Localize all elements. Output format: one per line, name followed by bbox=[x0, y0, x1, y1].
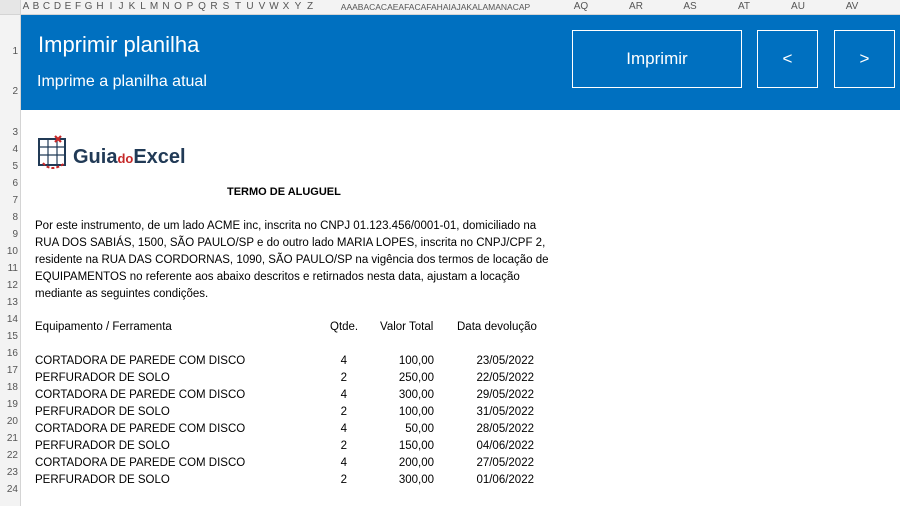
value-cell: 100,00 bbox=[398, 355, 434, 367]
column-header[interactable]: AV bbox=[845, 1, 859, 12]
column-header[interactable]: Y bbox=[294, 1, 302, 12]
value-cell: 200,00 bbox=[398, 457, 434, 469]
column-header[interactable]: E bbox=[64, 1, 72, 12]
column-header-bar bbox=[0, 0, 900, 15]
row-header[interactable]: 24 bbox=[6, 484, 18, 495]
row-header-bar bbox=[0, 15, 21, 506]
print-button[interactable]: Imprimir bbox=[572, 30, 742, 88]
row-header[interactable]: 7 bbox=[12, 195, 18, 206]
logo-part-do: do bbox=[117, 151, 134, 166]
paragraph-line: mediante as seguintes condições. bbox=[35, 288, 209, 300]
row-header[interactable]: 19 bbox=[6, 399, 18, 410]
column-header[interactable]: J bbox=[118, 1, 124, 12]
row-header[interactable]: 11 bbox=[7, 263, 18, 274]
quantity-cell: 4 bbox=[340, 457, 347, 469]
column-header[interactable]: U bbox=[246, 1, 254, 12]
row-header[interactable]: 12 bbox=[6, 280, 18, 291]
column-header[interactable]: H bbox=[96, 1, 104, 12]
header-banner bbox=[21, 15, 900, 110]
equipment-cell: PERFURADOR DE SOLO bbox=[35, 406, 170, 418]
date-cell: 31/05/2022 bbox=[476, 406, 534, 418]
header-return-date: Data devolução bbox=[457, 321, 537, 333]
quantity-cell: 2 bbox=[340, 440, 347, 452]
column-header[interactable]: F bbox=[74, 1, 82, 12]
quantity-cell: 2 bbox=[340, 474, 347, 486]
date-cell: 22/05/2022 bbox=[476, 372, 534, 384]
row-header[interactable]: 5 bbox=[12, 161, 18, 172]
row-header[interactable]: 8 bbox=[12, 212, 18, 223]
value-cell: 150,00 bbox=[398, 440, 434, 452]
row-header[interactable]: 1 bbox=[12, 46, 18, 57]
equipment-cell: CORTADORA DE PAREDE COM DISCO bbox=[35, 389, 246, 401]
row-header[interactable]: 10 bbox=[6, 246, 18, 257]
equipment-cell: CORTADORA DE PAREDE COM DISCO bbox=[35, 423, 246, 435]
row-header[interactable]: 23 bbox=[6, 467, 18, 478]
value-cell: 300,00 bbox=[398, 389, 434, 401]
paragraph-line: Por este instrumento, de um lado ACME inc, inscrita no CNPJ 01.123.456/0001-01, domiciliado na bbox=[35, 220, 537, 232]
date-cell: 28/05/2022 bbox=[476, 423, 534, 435]
column-header[interactable]: P bbox=[186, 1, 194, 12]
column-header[interactable]: W bbox=[269, 1, 279, 12]
column-header[interactable]: G bbox=[84, 1, 93, 12]
row-header[interactable]: 20 bbox=[6, 416, 18, 427]
date-cell: 29/05/2022 bbox=[476, 389, 534, 401]
spreadsheet-logo-icon bbox=[37, 133, 73, 173]
paragraph-line: residente na RUA DAS CORDORNAS, 1090, SÃO PAULO/SP na vigência dos termos de locação de bbox=[35, 254, 549, 266]
equipment-cell: CORTADORA DE PAREDE COM DISCO bbox=[35, 355, 246, 367]
value-cell: 100,00 bbox=[398, 406, 434, 418]
column-header[interactable]: S bbox=[222, 1, 230, 12]
column-header[interactable]: V bbox=[258, 1, 266, 12]
guia-do-excel-logo bbox=[37, 133, 217, 173]
row-header[interactable]: 3 bbox=[12, 127, 18, 138]
value-cell: 50,00 bbox=[405, 423, 434, 435]
logo-part-guia: Guia bbox=[73, 146, 118, 168]
column-header[interactable]: X bbox=[282, 1, 290, 12]
paragraph-line: EQUIPAMENTOS no referente aos abaixo descritos e retirnados nesta data, ajustam a locação bbox=[35, 271, 520, 283]
column-header[interactable]: T bbox=[234, 1, 242, 12]
previous-button[interactable]: < bbox=[757, 30, 818, 88]
quantity-cell: 4 bbox=[340, 389, 347, 401]
quantity-cell: 4 bbox=[340, 355, 347, 367]
equipment-cell: PERFURADOR DE SOLO bbox=[35, 372, 170, 384]
banner-subtitle: Imprime a planilha atual bbox=[37, 73, 207, 90]
row-header[interactable]: 16 bbox=[6, 348, 18, 359]
row-header[interactable]: 4 bbox=[12, 144, 18, 155]
logo-wordmark bbox=[73, 146, 186, 169]
equipment-cell: CORTADORA DE PAREDE COM DISCO bbox=[35, 457, 246, 469]
date-cell: 23/05/2022 bbox=[476, 355, 534, 367]
select-all-corner[interactable] bbox=[0, 0, 21, 14]
column-header[interactable]: N bbox=[162, 1, 170, 12]
date-cell: 27/05/2022 bbox=[476, 457, 534, 469]
quantity-cell: 4 bbox=[340, 423, 347, 435]
column-header[interactable]: I bbox=[109, 1, 113, 12]
column-header[interactable]: K bbox=[128, 1, 136, 12]
column-header[interactable]: AU bbox=[791, 1, 805, 12]
column-header[interactable]: Q bbox=[198, 1, 206, 12]
equipment-cell: PERFURADOR DE SOLO bbox=[35, 440, 170, 452]
column-header[interactable]: D bbox=[53, 1, 62, 12]
row-header[interactable]: 15 bbox=[6, 331, 18, 342]
column-header[interactable]: O bbox=[174, 1, 182, 12]
row-header[interactable]: 22 bbox=[6, 450, 18, 461]
header-quantity: Qtde. bbox=[330, 321, 359, 333]
value-cell: 250,00 bbox=[398, 372, 434, 384]
row-header[interactable]: 9 bbox=[12, 229, 18, 240]
column-header[interactable]: AS bbox=[683, 1, 697, 12]
row-header[interactable]: 21 bbox=[6, 433, 18, 444]
column-header[interactable]: AT bbox=[737, 1, 751, 12]
column-header[interactable]: R bbox=[210, 1, 218, 12]
row-header[interactable]: 18 bbox=[6, 382, 18, 393]
column-header[interactable]: Z bbox=[306, 1, 314, 12]
column-header[interactable]: AQ bbox=[573, 1, 589, 12]
quantity-cell: 2 bbox=[340, 372, 347, 384]
column-header[interactable]: AR bbox=[629, 1, 643, 12]
quantity-cell: 2 bbox=[340, 406, 347, 418]
column-header[interactable]: B bbox=[32, 1, 40, 12]
row-header[interactable]: 13 bbox=[6, 297, 18, 308]
date-cell: 04/06/2022 bbox=[476, 440, 534, 452]
next-button[interactable]: > bbox=[834, 30, 895, 88]
header-total-value: Valor Total bbox=[380, 321, 434, 333]
value-cell: 300,00 bbox=[398, 474, 434, 486]
document-title: TERMO DE ALUGUEL bbox=[227, 186, 341, 198]
row-header[interactable]: 6 bbox=[12, 178, 18, 189]
column-header[interactable]: M bbox=[149, 1, 159, 12]
logo-part-excel: Excel bbox=[133, 146, 186, 168]
row-header[interactable]: 17 bbox=[6, 365, 18, 376]
equipment-cell: PERFURADOR DE SOLO bbox=[35, 474, 170, 486]
worksheet-area bbox=[21, 111, 900, 506]
row-header[interactable]: 14 bbox=[6, 314, 18, 325]
paragraph-line: RUA DOS SABIÁS, 1500, SÃO PAULO/SP e do outro lado MARIA LOPES, inscrita no CNPJ/CPF 2, bbox=[35, 237, 546, 249]
column-header[interactable]: L bbox=[140, 1, 146, 12]
banner-title: Imprimir planilha bbox=[38, 32, 200, 57]
column-header[interactable]: C bbox=[42, 1, 51, 12]
column-header[interactable]: A bbox=[22, 1, 30, 12]
date-cell: 01/06/2022 bbox=[476, 474, 534, 486]
row-header[interactable]: 2 bbox=[12, 86, 18, 97]
header-equipment: Equipamento / Ferramenta bbox=[35, 321, 172, 333]
column-header[interactable]: AAABACACAEAFACAFAHAIAJAKALAMANACAP bbox=[340, 2, 531, 12]
